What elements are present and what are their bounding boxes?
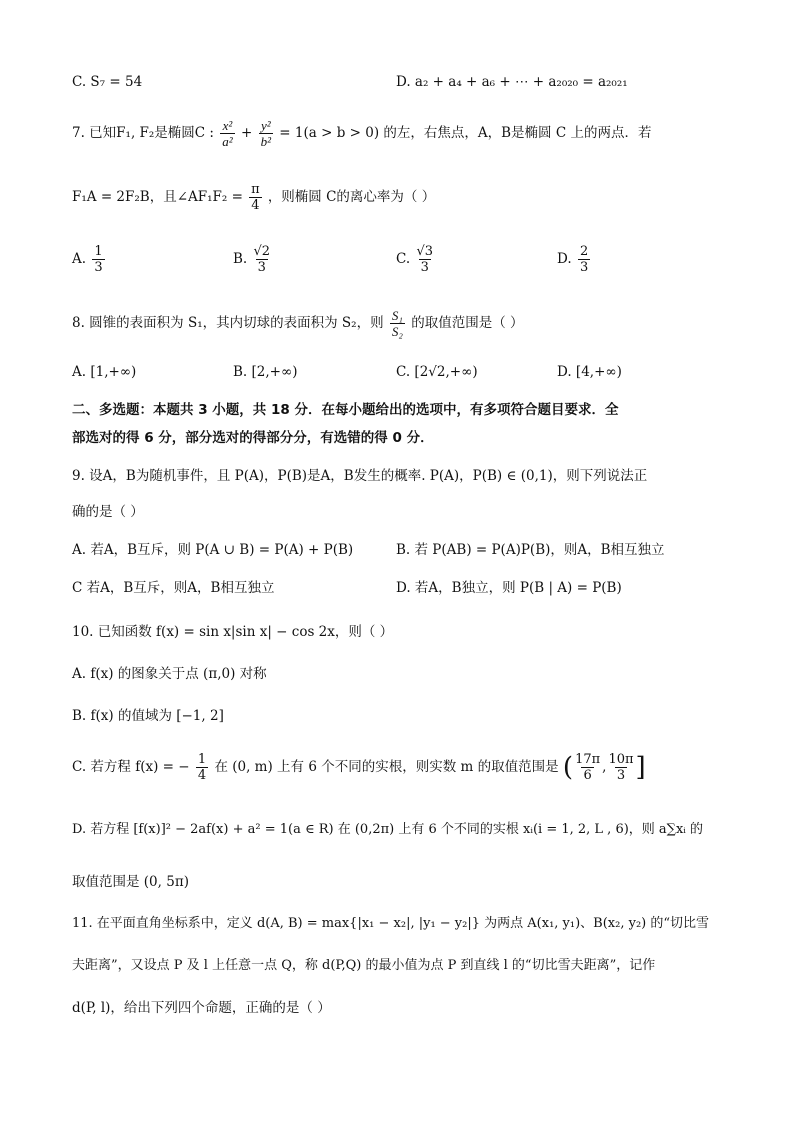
q10-frac-17pi-6: $\frac{17\pi}{6}$ bbox=[575, 752, 601, 783]
q7-stem-text-d: ，则椭圆 C的离心率为（ ） bbox=[267, 189, 436, 205]
q7-frac-y2b2: $\frac{\text{y²}}{\text{b²}}$ bbox=[260, 118, 271, 149]
q10-option-d-line2: 取值范围是 (0, 5π) bbox=[72, 874, 189, 890]
q7-option-c: C. $\frac{√3}{3}$ bbox=[396, 244, 433, 275]
q7-stem-text-b: = 1(a > b > 0) 的左，右焦点，A，B是椭圆 C 上的两点．若 bbox=[279, 125, 652, 141]
q10-option-d-line1: D. 若方程 [f(x)]² − 2af(x) + a² = 1(a ∈ R) 在 (0,2π) 上有 6 个不同的实根 xᵢ(i = 1, 2, L , 6)，则 a∑xᵢ 的 bbox=[72, 822, 704, 837]
q7-stem-line2 bbox=[72, 180, 435, 214]
q9-option-a: A. 若A，B互斥，则 P(A ∪ B) = P(A) + P(B) bbox=[72, 542, 354, 558]
section2-heading-line2: 部选对的得 6 分，部分选对的得部分分，有选错的得 0 分． bbox=[72, 430, 434, 446]
q10-frac-1-4: $\frac{1}{4}$ bbox=[197, 752, 207, 783]
q6-option-d: D. a₂ + a₄ + a₆ + ⋯ + a₂₀₂₀ = a₂₀₂₁ bbox=[396, 74, 628, 90]
q9-option-c: C 若A，B互斥，则A，B相互独立 bbox=[72, 580, 275, 596]
q10-option-b: B. f(x) 的值域为 [−1, 2] bbox=[72, 708, 224, 724]
q9-option-d: D. 若A，B独立，则 P(B | A) = P(B) bbox=[396, 580, 622, 596]
q8-stem: 8. 圆锥的表面积为 S₁，其内切球的表面积为 S₂，则 $\frac{\text{S₁}}{\text{S₂}}$ 的取值范围是（ ） bbox=[72, 308, 524, 339]
q6-option-c: C. S₇ = 54 bbox=[72, 74, 143, 90]
q7-stem-line1: 7. 已知F₁, F₂是椭圆C : $\frac{\text{x²}}{\text{a²}}$ + $\frac{\text{y²}}{\text{b²}}$ = 1(a > b > 0) 的左，右焦点，A，B是椭圆 C 上的两点．若 bbox=[72, 118, 652, 149]
q8-option-a: A. [1,+∞) bbox=[72, 364, 137, 380]
q11-stem-line1: 11. 在平面直角坐标系中，定义 d(A, B) = max{|x₁ − x₂|, |y₁ − y₂|} 为两点 A(x₁, y₁)、B(x₂, y₂) 的“切比雪 bbox=[72, 916, 710, 931]
section2-heading-line1: 二、多选题：本题共 3 小题，共 18 分．在每小题给出的选项中，有多项符合题目要求．全 bbox=[72, 402, 619, 418]
q7-stem-text-a: 7. 已知F₁, F₂是椭圆C : bbox=[72, 125, 214, 141]
q10-option-a: A. f(x) 的图象关于点 (π,0) 对称 bbox=[72, 666, 267, 682]
q11-stem-line2: 夫距离”，又设点 P 及 l 上任意一点 Q，称 d(P,Q) 的最小值为点 P 到直线 l 的“切比雪夫距离”，记作 bbox=[72, 958, 656, 973]
q7-option-a: A. $\frac{1}{3}$ bbox=[72, 244, 103, 275]
q9-option-b: B. 若 P(AB) = P(A)P(B)，则A，B相互独立 bbox=[396, 542, 665, 558]
q7-frac-pi4: $\frac{\pi}{4}$ bbox=[251, 182, 260, 213]
q10-option-c: C. 若方程 f(x) = − $\frac{1}{4}$ 在 (0, m) 上有 6 个不同的实根，则实数 m 的取值范围是 ( $\frac{17\pi}{6}$ , $\frac{10\pi}{3}$ ] bbox=[72, 752, 646, 783]
q8-option-b: B. [2,+∞) bbox=[233, 364, 298, 380]
q7-frac-x2a2: $\frac{\text{x²}}{\text{a²}}$ bbox=[222, 118, 233, 149]
q9-stem-line1: 9. 设A，B为随机事件，且 P(A)，P(B)是A，B发生的概率. P(A)，P(B) ∈ (0,1)，则下列说法正 bbox=[72, 468, 648, 484]
q8-option-c: C. [2√2,+∞) bbox=[396, 364, 478, 380]
q8-frac-s1s2: $\frac{\text{S₁}}{\text{S₂}}$ bbox=[391, 308, 403, 339]
q8-option-d: D. [4,+∞) bbox=[557, 364, 622, 380]
q10-stem: 10. 已知函数 f(x) = sin x|sin x| − cos 2x，则（ ） bbox=[72, 624, 394, 640]
q7-option-d: D. $\frac{2}{3}$ bbox=[557, 244, 589, 275]
q10-frac-10pi-3: $\frac{10\pi}{3}$ bbox=[608, 752, 634, 783]
q11-stem-line3: d(P, l)，给出下列四个命题，正确的是（ ） bbox=[72, 1000, 331, 1016]
q7-option-b: B. $\frac{√2}{3}$ bbox=[233, 244, 271, 275]
q9-stem-line2: 确的是（ ） bbox=[72, 504, 144, 520]
q7-stem-text-c: F₁A = 2F₂B，且∠AF₁F₂ = bbox=[72, 189, 243, 205]
